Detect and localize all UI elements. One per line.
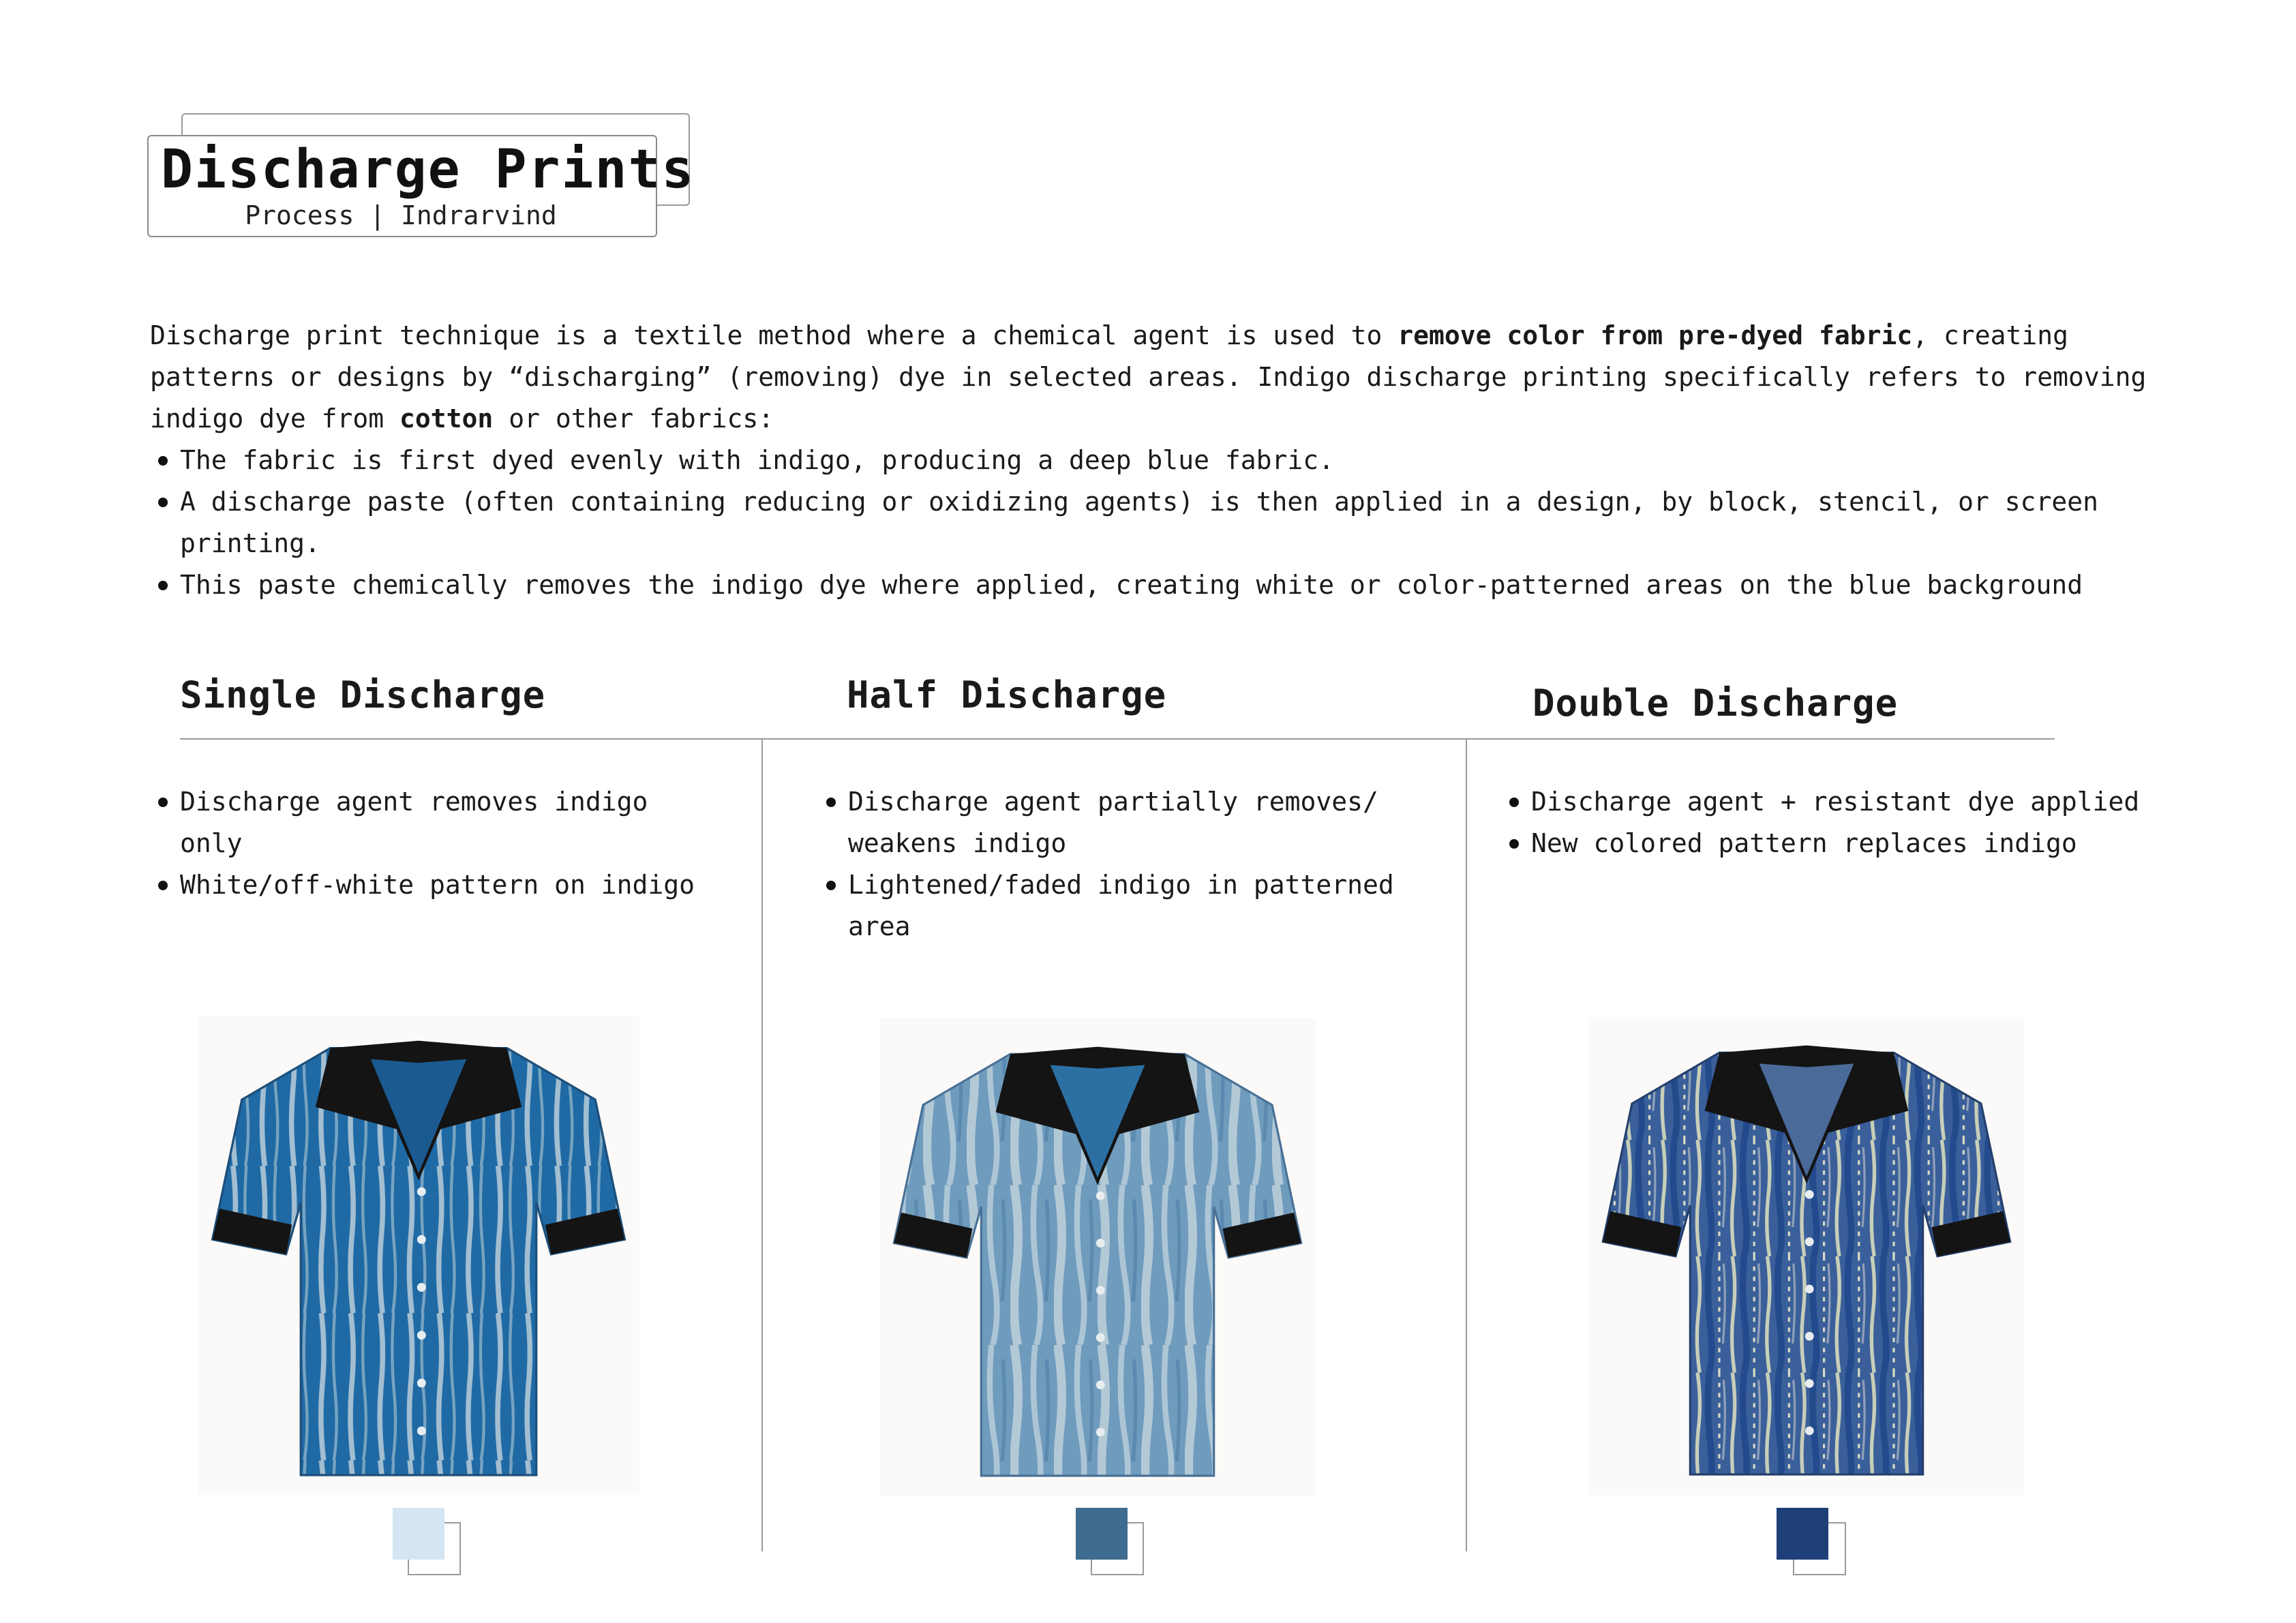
bullet-dot-icon xyxy=(158,798,168,807)
bullet-dot-icon xyxy=(158,456,168,466)
column-half xyxy=(818,781,1432,947)
heading-single-discharge: Single Discharge xyxy=(180,673,546,716)
heading-half-discharge: Half Discharge xyxy=(847,673,1167,716)
column-double xyxy=(1501,781,2183,864)
page-subtitle: Process | Indrarvind xyxy=(245,200,557,230)
half-bullet-list xyxy=(818,781,1432,947)
single-bullet-list xyxy=(150,781,736,906)
list-item: Discharge agent + resistant dye applied xyxy=(1501,781,2183,823)
double-bullet-list xyxy=(1501,781,2183,864)
intro-line-1: Discharge print technique is a textile method where a chemical agent is used to remove color from pre-dyed fabric, creating xyxy=(150,320,2068,350)
shirt-half-discharge-icon xyxy=(879,1018,1316,1497)
list-item: Discharge agent removes indigo only xyxy=(150,781,736,864)
shirt-double-discharge-image xyxy=(1588,1017,2025,1496)
list-item: Discharge agent partially removes/ weakens indigo xyxy=(818,781,1432,864)
swatch-double-discharge xyxy=(1777,1508,1828,1560)
bullet-dot-icon xyxy=(826,881,836,890)
intro-line-2: patterns or designs by “discharging” (removing) dye in selected areas. Indigo discharge printing specifically refers to removing xyxy=(150,362,2147,392)
heading-double-discharge: Double Discharge xyxy=(1532,682,1899,725)
intro-bullet: A discharge paste (often containing reducing or oxidizing agents) is then applied in a design, by block, stencil, or screen printing. xyxy=(150,481,2195,564)
heading-divider xyxy=(180,738,2055,740)
intro-bullet-list xyxy=(150,440,2195,606)
intro-bullet: The fabric is first dyed evenly with indigo, producing a deep blue fabric. xyxy=(150,440,2195,481)
bullet-dot-icon xyxy=(1509,798,1519,807)
bullet-dot-icon xyxy=(158,498,168,507)
shirt-single-discharge-image xyxy=(198,1016,639,1493)
bullet-dot-icon xyxy=(826,798,836,807)
bullet-dot-icon xyxy=(1509,839,1519,849)
swatch-single-discharge xyxy=(393,1508,444,1560)
shirt-single-discharge-icon xyxy=(198,1016,639,1493)
intro-bullet: This paste chemically removes the indigo dye where applied, creating white or color-patterned areas on the blue background xyxy=(150,564,2195,606)
intro-line-3: indigo dye from cotton or other fabrics: xyxy=(150,404,774,434)
column-divider-2 xyxy=(1466,738,1467,1551)
column-divider-1 xyxy=(761,738,763,1551)
list-item: White/off-white pattern on indigo xyxy=(150,864,736,906)
column-single xyxy=(150,781,736,906)
bullet-dot-icon xyxy=(158,581,168,590)
shirt-double-discharge-icon xyxy=(1588,1017,2025,1496)
bullet-dot-icon xyxy=(158,881,168,890)
intro-section xyxy=(150,315,2195,606)
list-item: New colored pattern replaces indigo xyxy=(1501,823,2183,864)
shirt-half-discharge-image xyxy=(879,1018,1316,1497)
list-item: Lightened/faded indigo in patterned area xyxy=(818,864,1432,947)
swatch-half-discharge xyxy=(1076,1508,1128,1560)
page-title: Discharge Prints xyxy=(161,139,695,200)
